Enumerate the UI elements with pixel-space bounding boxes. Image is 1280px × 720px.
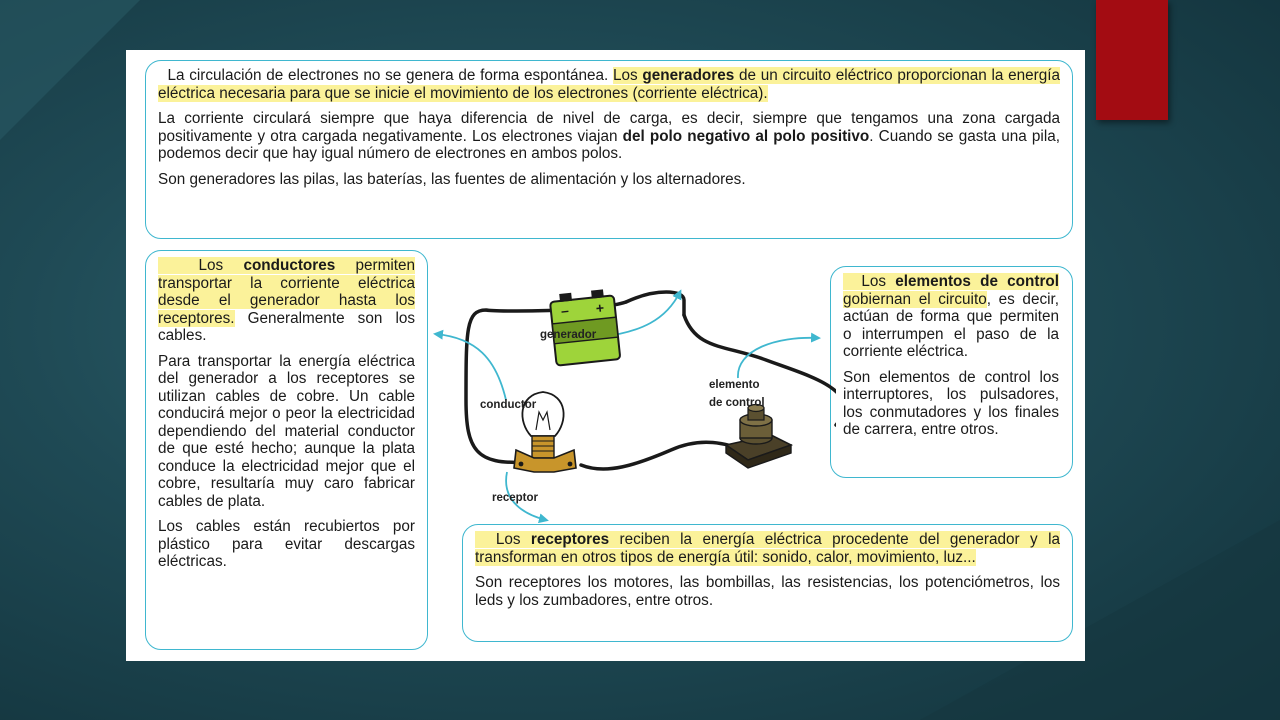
receptores-paragraph-2: Son receptores los motores, las bombillas, las resistencias, los potenciómetros, los leds y los zumbadores, entre otros. [475,574,1060,609]
receptor-label: receptor [492,492,539,504]
generadores-paragraph-2 [158,110,1060,163]
arrow-control [738,338,818,378]
circuit-diagram-svg [426,240,836,530]
circuit-diagram [426,240,836,530]
control-paragraph-1 [843,273,1059,361]
background-shape-top-left [0,0,140,140]
receptores-keyword: receptores [530,531,610,548]
control-text-los: Los [861,273,896,290]
generadores-keyword: generadores [642,67,735,84]
receptores-text-definition: reciben la energía eléctrica procedente del generador y la transforman en otros tipos de energía útil: sonido, calor, movimiento, luz... [475,531,1061,566]
generadores-text-intro: La circulación de electrones no se genera de forma espontánea. [167,67,613,84]
control-text-extra: , es decir, actúan de forma que permiten o interrumpen el paso de la corriente eléctrica. [843,290,1059,360]
conductores-paragraph-3: Los cables están recubiertos por plástico para evitar descargas eléctricas. [158,518,415,570]
generadores-paragraph-1 [158,67,1060,102]
conductores-box [145,250,428,650]
control-text-definition: gobiernan el circuito [843,290,987,308]
conductores-text-los: Los [198,257,244,274]
receptores-box [462,524,1073,642]
receptores-highlight [475,531,1060,566]
conductores-text-extra: Generalmente son los cables. [158,309,415,344]
control-keyword: elementos de control [895,273,1059,290]
arrow-conductor [436,334,506,400]
battery-plus-label: + [595,299,605,317]
wire-battery-top [626,292,684,315]
conductores-text-definition: permiten transportar la corriente eléctrica desde el generador hasta los receptores. [158,257,416,327]
generadores-p2-text-a: La corriente circulará siempre que haya diferencia de nivel de carga, es decir, siempre que tengamos una zona cargada positivamente y otra cargada negativamente. Los electrones viajan [158,110,1060,145]
control-label-line-1: elemento [709,379,760,391]
conductores-paragraph-2: Para transportar la energía eléctrica del generador a los receptores se utilizan cables de cobre. Un cable conducirá mejor o peor la electricidad dependiendo del material conductor de que esté hecho; aunque la plata conduce la electricidad mejor que el cobre, resultaría muy caro fabricar cables de plata. [158,352,415,510]
generadores-box [145,60,1073,239]
conductores-paragraph-1 [158,257,415,345]
generadores-p2-text-c: . Cuando se gasta una pila, podemos decir que hay igual número de electrones en ambos polos. [158,127,1060,162]
generadores-p2-bold: del polo negativo al polo positivo [622,127,870,145]
receptores-text-los: Los [495,531,531,548]
battery-icon [549,288,620,365]
conductor-label: conductor [480,399,537,411]
control-paragraph-2: Son elementos de control los interruptores, los pulsadores, los conmutadores y los finales de carrera, entre otros. [843,368,1059,438]
control-label-line-2: de control [709,397,765,409]
generador-label: generador [540,329,597,341]
generadores-text-definition: de un circuito eléctrico proporcionan la energía eléctrica necesaria para que se inicie el movimiento de los electrones (corriente eléctrica). [158,67,1060,102]
conductores-keyword: conductores [243,257,336,274]
battery-minus-label: – [560,302,570,319]
generadores-text-los: Los [612,67,643,84]
generadores-paragraph-3: Son generadores las pilas, las baterías, las fuentes de alimentación y los alternadores. [158,170,746,188]
slide-content [126,50,1085,661]
control-box [830,266,1073,478]
red-tab-decoration [1096,0,1168,120]
push-button-icon [726,405,791,469]
receptores-paragraph-1 [475,531,1060,566]
